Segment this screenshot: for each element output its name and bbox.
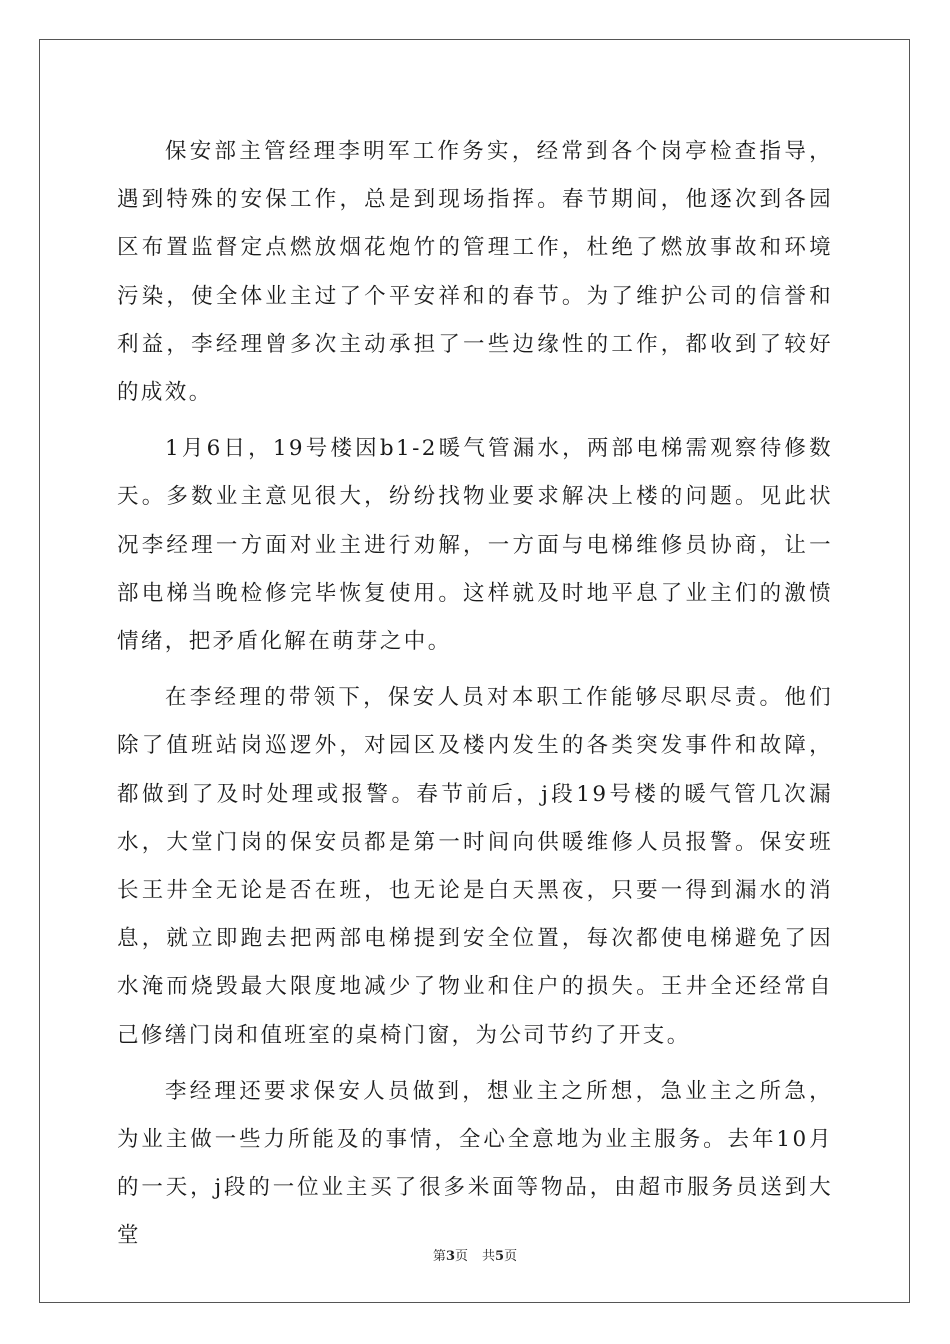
paragraph-3: 在李经理的带领下，保安人员对本职工作能够尽职尽责。他们除了值班站岗巡逻外，对园区及楼内发生的各类突发事件和故障，都做到了及时处理或报警。春节前后，j段19号楼的暖气管几次漏水，大堂门岗的保安员都是第一时间向供暖维修人员报警。保安班长王井全无论是否在班，也无论是白天黑夜，只要一得到漏水的消息，就立即跑去把两部电梯提到安全位置，每次都使电梯避免了因水淹而烧毁最大限度地减少了物业和住户的损失。王井全还经常自己修缮门岗和值班室的桌椅门窗，为公司节约了开支。 [117, 685, 833, 1048]
footer-total-unit: 页 [504, 1249, 518, 1264]
footer-page-unit: 页 [454, 1249, 468, 1264]
document-body [117, 128, 833, 1269]
footer-prefix: 第 [432, 1249, 446, 1264]
current-page-number: 3 [445, 1249, 455, 1264]
paragraph-2: 1月6日，19号楼因b1-2暖气管漏水，两部电梯需观察待修数天。多数业主意见很大，纷纷找物业要求解决上楼的问题。见此状况李经理一方面对业主进行劝解，一方面与电梯维修员协商，让一部电梯当晚检修完毕恢复使用。这样就及时地平息了业主们的激愤情绪，把矛盾化解在萌芽之中。 [117, 436, 833, 655]
paragraph-1: 保安部主管经理李明军工作务实，经常到各个岗亭检查指导，遇到特殊的安保工作，总是到现场指挥。春节期间，他逐次到各园区布置监督定点燃放烟花炮竹的管理工作，杜绝了燃放事故和环境污染，使全体业主过了个平安祥和的春节。为了维护公司的信誉和利益，李经理曾多次主动承担了一些边缘性的工作，都收到了较好的成效。 [117, 139, 833, 406]
total-pages-number: 5 [495, 1249, 505, 1264]
page-number-footer [0, 1248, 950, 1266]
paragraph-4: 李经理还要求保安人员做到，想业主之所想，急业主之所急，为业主做一些力所能及的事情，全心全意地为业主服务。去年10月的一天，j段的一位业主买了很多米面等物品，由超市服务员送到大堂 [117, 1078, 833, 1249]
footer-total-prefix: 共 [482, 1249, 496, 1264]
